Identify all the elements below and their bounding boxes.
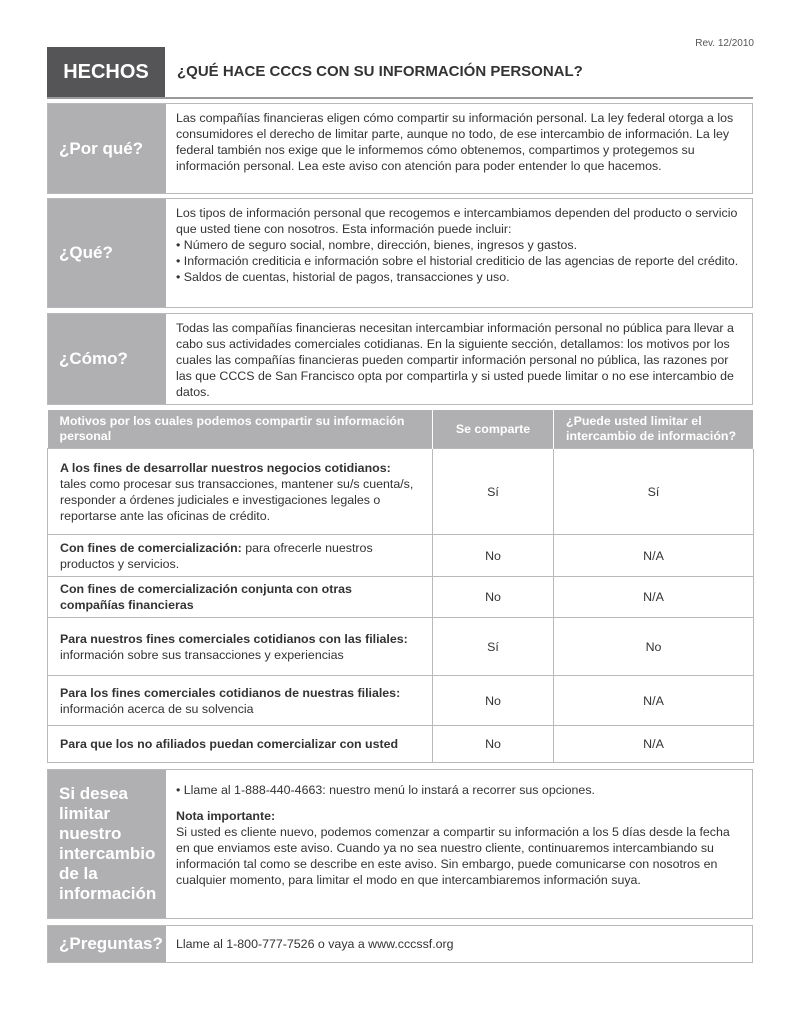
notice-title: ¿QUÉ HACE CCCS CON SU INFORMACIÓN PERSONAL? [177, 63, 583, 80]
reason-detail: información acerca de su solvencia [60, 701, 254, 716]
por-que-body [166, 104, 752, 193]
header-shared: Se comparte [433, 410, 554, 449]
reason-detail: para ofrecerle nuestros productos y servicios. [60, 540, 373, 571]
header-reasons: Motivos por los cuales podemos compartir su información personal [48, 410, 433, 449]
que-bullet-2: • Información crediticia e información sobre el historial crediticio de las agencias de reporte del crédito. [176, 254, 739, 268]
section-preguntas [47, 925, 753, 963]
por-que-text: Las compañías financieras eligen cómo compartir su información personal. La ley federal otorga a los consumidores el derecho de limitar parte, aunque no todo, de ese intercambio de información. La ley federal también nos exige que le informemos cómo obtenemos, compartimos y protegemos su información personal. Lea este aviso con atención para poder entender lo que hacemos. [176, 111, 734, 173]
limitar-body [166, 770, 752, 918]
como-body [166, 314, 752, 404]
como-text: Todas las compañías financieras necesitan intercambiar información personal no pública para llevar a cabo sus actividades comerciales cotidianas. En la siguiente sección, detallamos: los motivos por los cuales las compañías financieras pueden compartir información personal no pública, las razones por las que CCCS de San Francisco opta por compartirla y si usted puede limitar o no ese intercambio de datos. [176, 321, 734, 399]
header-rule [47, 97, 753, 99]
que-label: ¿Qué? [48, 199, 166, 307]
reason-title: Con fines de comercialización: [60, 540, 242, 555]
reason-cell [48, 618, 433, 676]
como-label: ¿Cómo? [48, 314, 166, 404]
notice-header [47, 47, 753, 99]
preguntas-label: ¿Preguntas? [48, 926, 166, 962]
shared-cell: No [433, 676, 554, 726]
sharing-table [47, 410, 754, 763]
note-text: Si usted es cliente nuevo, podemos comenzar a compartir su información a los 5 días desde la fecha en que enviamos este aviso. Cuando ya no sea nuestro cliente, continuaremos intercambiando su información tal como se describe en este aviso. Sin embargo, puede comunicarse con nosotros en cualquier momento, para limitar el modo en que intercambiaremos información suya. [176, 825, 730, 887]
reason-cell [48, 726, 433, 763]
reason-title: A los fines de desarrollar nuestros negocios cotidianos: [60, 460, 391, 475]
reason-title: Para que los no afiliados puedan comercializar con usted [60, 737, 399, 751]
section-por-que [47, 103, 753, 194]
section-limitar [47, 769, 753, 919]
limitar-label: Si desea limitar nuestro intercambio de la información [48, 770, 166, 918]
limit-cell: No [554, 618, 754, 676]
section-que [47, 198, 753, 308]
revision-date: Rev. 12/2010 [695, 38, 754, 49]
shared-cell: No [433, 726, 554, 763]
reason-cell [48, 535, 433, 577]
por-que-label: ¿Por qué? [48, 104, 166, 193]
reason-cell [48, 577, 433, 618]
reason-cell [48, 449, 433, 535]
table-row [48, 577, 754, 618]
table-row [48, 449, 754, 535]
shared-cell: No [433, 535, 554, 577]
table-row [48, 618, 754, 676]
limit-cell: N/A [554, 676, 754, 726]
limit-cell: Sí [554, 449, 754, 535]
que-intro: Los tipos de información personal que recogemos e intercambiamos dependen del producto o servicio que usted tiene con nosotros. Esta información puede incluir: [176, 206, 738, 236]
limit-cell: N/A [554, 726, 754, 763]
limit-cell: N/A [554, 535, 754, 577]
shared-cell: Sí [433, 449, 554, 535]
table-header-row [48, 410, 754, 449]
preguntas-text: Llame al 1-800-777-7526 o vaya a www.cccssf.org [176, 937, 454, 951]
reason-title: Con fines de comercialización conjunta con otras compañías financieras [60, 582, 352, 612]
limitar-bullet: • Llame al 1-888-440-4663: nuestro menú lo instará a recorrer sus opciones. [176, 783, 595, 797]
table-row [48, 676, 754, 726]
que-body [166, 199, 752, 307]
reason-cell [48, 676, 433, 726]
limit-cell: N/A [554, 577, 754, 618]
section-como [47, 313, 753, 405]
shared-cell: No [433, 577, 554, 618]
que-bullet-1: • Número de seguro social, nombre, dirección, bienes, ingresos y gastos. [176, 238, 578, 252]
hechos-badge: HECHOS [47, 47, 165, 97]
reason-detail: información sobre sus transacciones y experiencias [60, 647, 344, 662]
table-row [48, 726, 754, 763]
table-row [48, 535, 754, 577]
reason-title: Para nuestros fines comerciales cotidianos con las filiales: [60, 631, 408, 646]
header-limit: ¿Puede usted limitar el intercambio de información? [554, 410, 754, 449]
que-bullet-3: • Saldos de cuentas, historial de pagos, transacciones y uso. [176, 270, 510, 284]
note-title: Nota importante: [176, 809, 276, 823]
preguntas-body [166, 926, 752, 962]
shared-cell: Sí [433, 618, 554, 676]
reason-title: Para los fines comerciales cotidianos de nuestras filiales: [60, 685, 401, 700]
reason-detail: tales como procesar sus transacciones, mantener su/s cuenta/s, responder a órdenes judiciales e investigaciones legales o reportarse ante las oficinas de crédito. [60, 476, 414, 523]
